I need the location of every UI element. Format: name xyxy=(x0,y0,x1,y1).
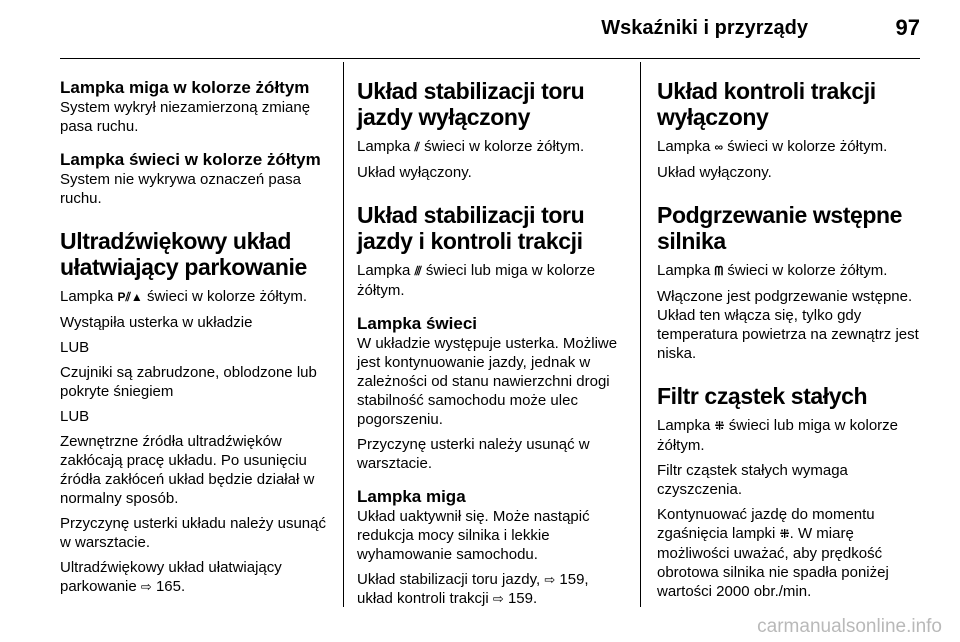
text-sensors: Czujniki są zabrudzone, oblodzone lub pokryte śniegiem xyxy=(60,364,317,400)
text-external: Zewnętrzne źródła ultradźwięków zakłócają pracę układu. Po usunięciu źródła zakłóceń układ będzie działał w normalny sposób. xyxy=(60,433,315,507)
heading-parking-assist: Ultradźwiękowy układ ułatwiający parkowanie xyxy=(60,228,307,280)
heading-lamp-blinks: Lampka miga w kolorze żółtym xyxy=(60,78,310,97)
text-esc-refs: Układ stabilizacji toru jazdy, ⇨ 159, układ kontroli trakcji ⇨ 159. xyxy=(357,571,589,607)
page-ref-link[interactable]: 165. xyxy=(155,578,186,595)
text-repair-2: Przyczynę usterki należy usunąć w warsztacie. xyxy=(357,436,590,472)
text-park-ref: Ultradźwiękowy układ ułatwiający parkowanie ⇨ 165. xyxy=(60,559,282,595)
page-ref-link[interactable]: 159, xyxy=(559,571,589,588)
text-dpf-drive: Kontynuować jazdę do momentu zgaśnięcia lampki ⁜. W miarę możliwości uważać, aby prędkość obrotowa silnika nie spadła poniżej wartości 2000 obr./min. xyxy=(657,506,889,600)
page-header xyxy=(60,0,920,58)
text-no-markings: System nie wykrywa oznaczeń pasa ruchu. xyxy=(60,171,301,207)
watermark: carmanualsonline.info xyxy=(757,616,942,637)
page-ref-arrow-icon: ⇨ xyxy=(492,591,504,606)
particulate-filter-icon: ⁜ xyxy=(714,419,725,433)
traction-control-off-icon: ∞ xyxy=(714,140,724,154)
text-dpf-lamp: Lampka ⁜ świeci lub miga w kolorze żółtym. xyxy=(657,417,899,454)
page-number: 97 xyxy=(895,15,920,40)
text-preheat-lamp: Lampka ᗰ świeci w kolorze żółtym. xyxy=(657,262,888,279)
page-ref-arrow-icon: ⇨ xyxy=(140,579,152,594)
text-or-2: LUB xyxy=(60,408,90,425)
chapter-title: Wskaźniki i przyrządy xyxy=(601,17,808,39)
esc-icon: ⫻ xyxy=(414,264,422,278)
particulate-filter-icon: ⁜ xyxy=(779,527,790,541)
glow-plug-icon: ᗰ xyxy=(714,264,724,278)
column-divider-2 xyxy=(640,62,641,607)
text-park-lamp: Lampka P⫽▲ świeci w kolorze żółtym. xyxy=(60,288,307,305)
page-ref-arrow-icon: ⇨ xyxy=(544,572,556,587)
text-dpf-clean: Filtr cząstek stałych wymaga czyszczenia. xyxy=(657,462,848,498)
heading-dpf: Filtr cząstek stałych xyxy=(657,383,868,409)
heading-lamp-lit: Lampka świeci w kolorze żółtym xyxy=(60,150,321,169)
text-fault: Wystąpiła usterka w układzie xyxy=(60,314,253,331)
text-esc-off: Układ wyłączony. xyxy=(357,164,472,181)
heading-tc-off: Układ kontroli trakcji wyłączony xyxy=(657,78,876,130)
heading-lamp-blinks-2: Lampka miga xyxy=(357,487,466,506)
column-3 xyxy=(657,78,927,607)
text-esc-tc-lamp: Lampka ⫻ świeci lub miga w kolorze żółtym. xyxy=(357,262,596,299)
esc-off-icon: ⫽ xyxy=(414,140,420,154)
text-esc-off-lamp: Lampka ⫽ świeci w kolorze żółtym. xyxy=(357,138,585,155)
heading-esc-tc: Układ stabilizacji toru jazdy i kontroli trakcji xyxy=(357,202,585,254)
heading-esc-off: Układ stabilizacji toru jazdy wyłączony xyxy=(357,78,585,130)
text-fault-2: W układzie występuje usterka. Możliwe jest kontynuowanie jazdy, jednak w zależności od stanu nawierzchni drogi stabilność samochodu może ulec pogorszeniu. xyxy=(357,335,618,428)
text-preheat: Włączone jest podgrzewanie wstępne. Układ ten włącza się, tylko gdy temperatura powietrza na zewnątrz jest niska. xyxy=(657,288,919,362)
column-divider-1 xyxy=(343,62,344,607)
text-lane-change: System wykrył niezamierzoną zmianę pasa ruchu. xyxy=(60,99,311,135)
text-or-1: LUB xyxy=(60,339,90,356)
heading-preheat: Podgrzewanie wstępne silnika xyxy=(657,202,903,254)
column-2 xyxy=(357,78,627,614)
text-tc-off-lamp: Lampka ∞ świeci w kolorze żółtym. xyxy=(657,138,888,155)
heading-lamp-lit-2: Lampka świeci xyxy=(357,314,478,333)
text-activated: Układ uaktywnił się. Może nastąpić redukcja mocy silnika i lekkie wyhamowanie samochodu. xyxy=(357,508,590,563)
parking-assist-icon: P⫽▲ xyxy=(117,290,143,304)
text-repair: Przyczynę usterki układu należy usunąć w warsztacie. xyxy=(60,515,326,551)
column-1 xyxy=(60,78,330,602)
page-ref-link[interactable]: 159. xyxy=(507,590,538,607)
text-tc-off: Układ wyłączony. xyxy=(657,164,772,181)
header-divider xyxy=(60,58,920,59)
